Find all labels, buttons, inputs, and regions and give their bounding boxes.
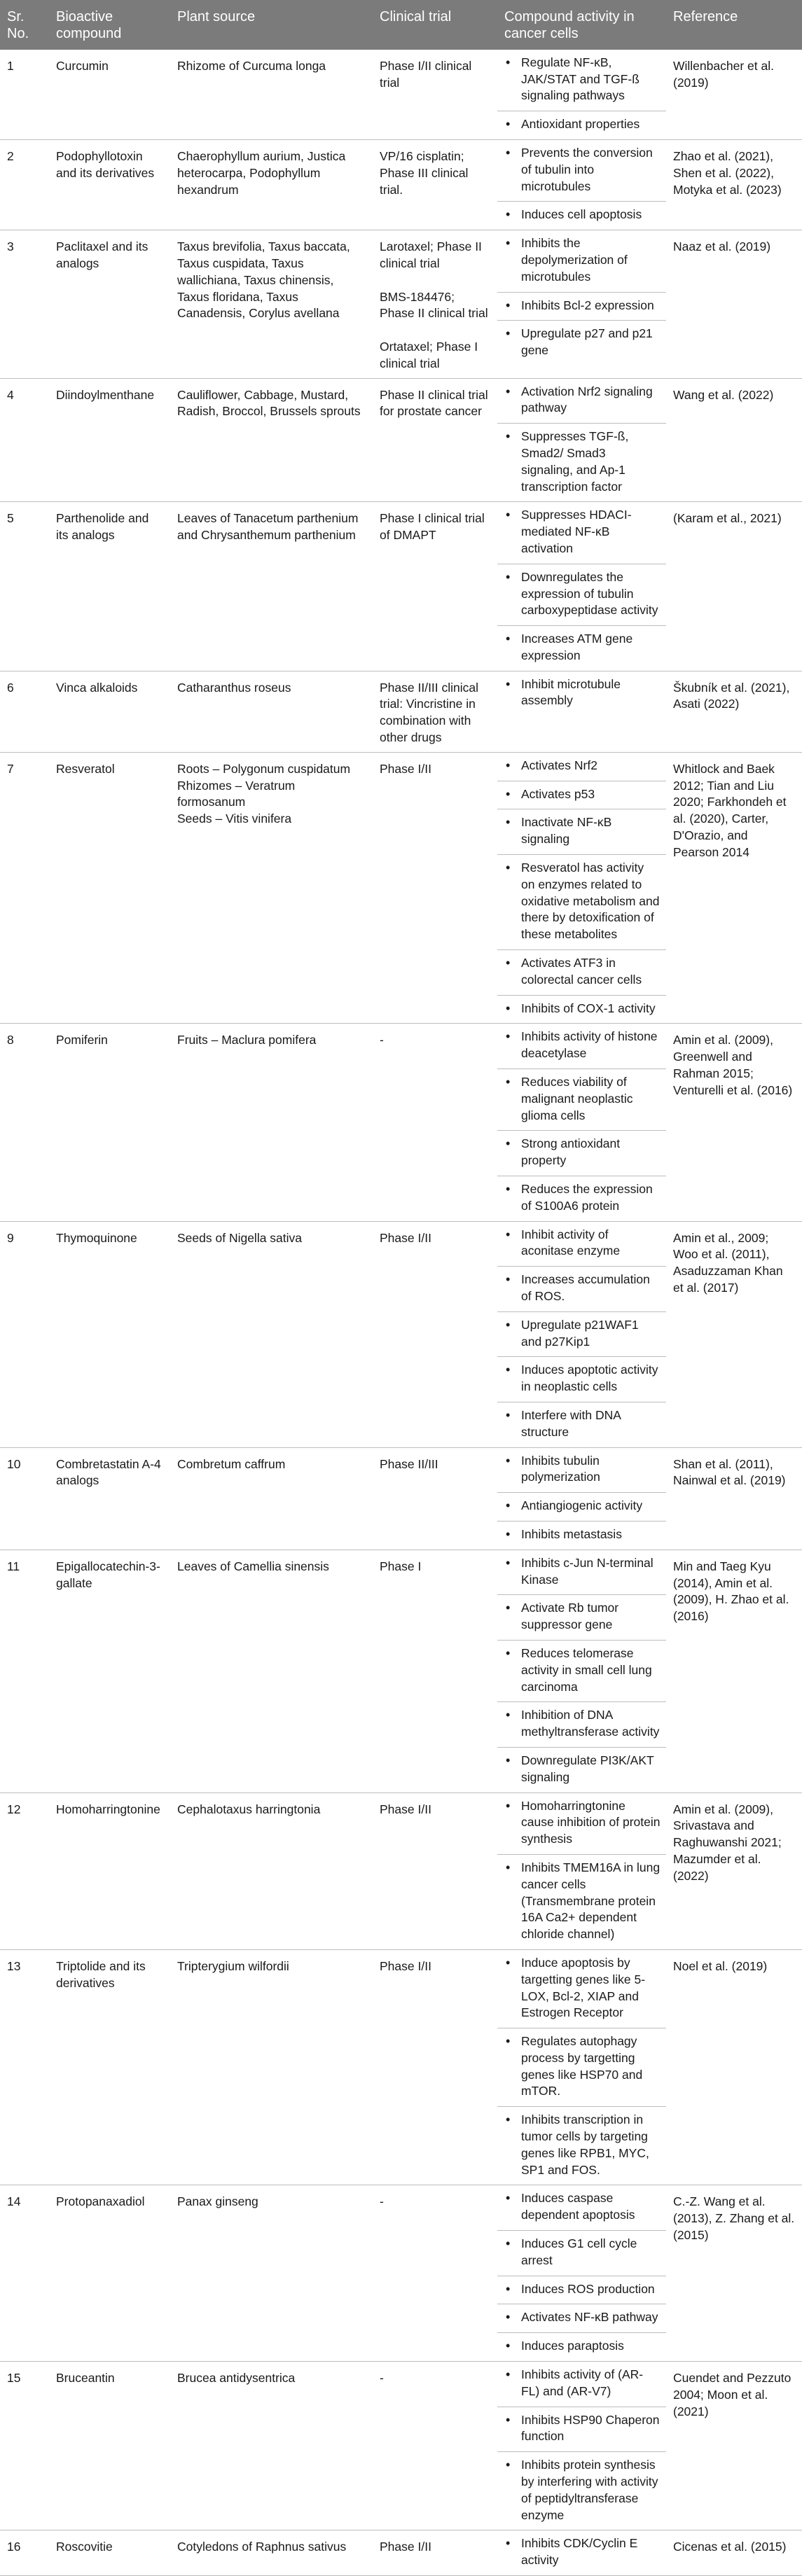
cell-activity bbox=[497, 752, 666, 1024]
cell-activity bbox=[497, 1447, 666, 1550]
cell-reference: Amin et al. (2009), Srivastava and Raghuwanshi 2021; Mazumder et al. (2022) bbox=[666, 1792, 802, 1949]
activity-item: • Homoharringtonine cause inhibition of protein synthesis bbox=[497, 1793, 666, 1855]
cell-activity bbox=[497, 1550, 666, 1792]
cell-sr-no: 9 bbox=[0, 1221, 49, 1447]
cell-sr-no: 6 bbox=[0, 671, 49, 752]
cell-sr-no: 15 bbox=[0, 2362, 49, 2530]
table-row bbox=[0, 1221, 802, 1447]
cell-plant-source: Fruits – Maclura pomifera bbox=[170, 1024, 373, 1221]
activity-list bbox=[497, 230, 666, 365]
cell-reference: Zhao et al. (2021), Shen et al. (2022), Motyka et al. (2023) bbox=[666, 139, 802, 230]
cell-reference: C.-Z. Wang et al. (2013), Z. Zhang et al. (2015) bbox=[666, 2185, 802, 2362]
cell-plant-source: Cotyledons of Raphnus sativus bbox=[170, 2530, 373, 2576]
activity-item: • Prevents the conversion of tubulin into microtubules bbox=[497, 140, 666, 202]
activity-list bbox=[497, 1448, 666, 1550]
cell-plant-source: Taxus brevifolia, Taxus baccata, Taxus cuspidata, Taxus wallichiana, Taxus chinensis, Taxus floridana, Taxus Canadensis, Corylus avellana bbox=[170, 230, 373, 378]
activity-item: • Inhibits the depolymerization of microtubules bbox=[497, 230, 666, 292]
cell-sr-no: 14 bbox=[0, 2185, 49, 2362]
activity-item: • Induces ROS production bbox=[497, 2276, 666, 2305]
table-row bbox=[0, 1024, 802, 1221]
cell-clinical-trial: Phase II/III bbox=[373, 1447, 497, 1550]
cell-compound: Triptolide and its derivatives bbox=[49, 1949, 170, 2185]
activity-list bbox=[497, 2185, 666, 2361]
activity-item: • Inhibits activity of histone deacetylase bbox=[497, 1024, 666, 1069]
cell-clinical-trial: - bbox=[373, 1024, 497, 1221]
activity-item: • Inhibits transcription in tumor cells by targeting genes like RPB1, MYC, SP1 and FOS. bbox=[497, 2107, 666, 2185]
header-sr-no: Sr. No. bbox=[0, 0, 49, 50]
cell-plant-source: Tripterygium wilfordii bbox=[170, 1949, 373, 2185]
activity-item: • Inhibits CDK/Cyclin E activity bbox=[497, 2530, 666, 2575]
cell-sr-no: 5 bbox=[0, 502, 49, 671]
cell-clinical-trial: Phase I/II clinical trial bbox=[373, 50, 497, 140]
cell-activity bbox=[497, 2530, 666, 2576]
cell-plant-source: Panax ginseng bbox=[170, 2185, 373, 2362]
activity-item: • Inhibit microtubule assembly bbox=[497, 671, 666, 716]
cell-activity bbox=[497, 1221, 666, 1447]
cell-sr-no: 7 bbox=[0, 752, 49, 1024]
cell-reference: (Karam et al., 2021) bbox=[666, 502, 802, 671]
cell-sr-no: 2 bbox=[0, 139, 49, 230]
header-compound: Bioactive compound bbox=[49, 0, 170, 50]
cell-compound: Protopanaxadiol bbox=[49, 2185, 170, 2362]
activity-item: • Inhibit activity of aconitase enzyme bbox=[497, 1222, 666, 1267]
cell-clinical-trial: Phase I/II bbox=[373, 752, 497, 1024]
activity-list bbox=[497, 671, 666, 716]
cell-plant-source: Leaves of Camellia sinensis bbox=[170, 1550, 373, 1792]
cell-reference: Shan et al. (2011), Nainwal et al. (2019) bbox=[666, 1447, 802, 1550]
cell-plant-source: Rhizome of Curcuma longa bbox=[170, 50, 373, 140]
table-row bbox=[0, 502, 802, 671]
cell-compound: Paclitaxel and its analogs bbox=[49, 230, 170, 378]
cell-compound: Resveratol bbox=[49, 752, 170, 1024]
cell-reference: Cuendet and Pezzuto 2004; Moon et al. (2021) bbox=[666, 2362, 802, 2530]
table-row bbox=[0, 230, 802, 378]
activity-item: • Activation Nrf2 signaling pathway bbox=[497, 379, 666, 424]
activity-item: • Suppresses HDACI-mediated NF-κB activation bbox=[497, 502, 666, 564]
activity-list bbox=[497, 1550, 666, 1792]
cell-clinical-trial: VP/16 cisplatin; Phase III clinical trial. bbox=[373, 139, 497, 230]
cell-plant-source: Brucea antidysentrica bbox=[170, 2362, 373, 2530]
activity-item: • Induces cell apoptosis bbox=[497, 202, 666, 230]
table-row bbox=[0, 1447, 802, 1550]
activity-item: • Activates Nrf2 bbox=[497, 753, 666, 781]
cell-activity bbox=[497, 1949, 666, 2185]
activity-list bbox=[497, 753, 666, 1024]
cell-clinical-trial: Phase II/III clinical trial: Vincristine in combination with other drugs bbox=[373, 671, 497, 752]
table-row bbox=[0, 752, 802, 1024]
cell-reference: Amin et al. (2009), Greenwell and Rahman 2015; Venturelli et al. (2016) bbox=[666, 1024, 802, 1221]
activity-item: • Inhibits of COX-1 activity bbox=[497, 996, 666, 1024]
activity-item: • Suppresses TGF-ß, Smad2/ Smad3 signaling, and Ap-1 transcription factor bbox=[497, 424, 666, 501]
cell-compound: Podophyllotoxin and its derivatives bbox=[49, 139, 170, 230]
activity-item: • Inhibits Bcl-2 expression bbox=[497, 293, 666, 321]
cell-reference: Min and Taeg Kyu (2014), Amin et al. (2009), H. Zhao et al. (2016) bbox=[666, 1550, 802, 1792]
cell-clinical-trial: Phase I/II bbox=[373, 1949, 497, 2185]
table-row bbox=[0, 139, 802, 230]
activity-list bbox=[497, 2362, 666, 2530]
activity-list bbox=[497, 1222, 666, 1447]
activity-list bbox=[497, 379, 666, 502]
cell-sr-no: 8 bbox=[0, 1024, 49, 1221]
header-reference: Reference bbox=[666, 0, 802, 50]
cell-sr-no: 10 bbox=[0, 1447, 49, 1550]
table-row bbox=[0, 1949, 802, 2185]
activity-item: • Inhibits metastasis bbox=[497, 1522, 666, 1550]
cell-clinical-trial: - bbox=[373, 2362, 497, 2530]
cell-compound: Diindoylmenthane bbox=[49, 378, 170, 502]
cell-reference: Wang et al. (2022) bbox=[666, 378, 802, 502]
cell-reference: Whitlock and Baek 2012; Tian and Liu 2020; Farkhondeh et al. (2020), Carter, D'Orazio, and Pearson 2014 bbox=[666, 752, 802, 1024]
cell-sr-no: 11 bbox=[0, 1550, 49, 1792]
table-row bbox=[0, 2530, 802, 2576]
cell-sr-no: 1 bbox=[0, 50, 49, 140]
cell-activity bbox=[497, 502, 666, 671]
cell-clinical-trial: - bbox=[373, 2185, 497, 2362]
table-row bbox=[0, 50, 802, 140]
activity-item: • Inhibits c-Jun N-terminal Kinase bbox=[497, 1550, 666, 1596]
activity-item: • Induce apoptosis by targetting genes like 5-LOX, Bcl-2, XIAP and Estrogen Receptor bbox=[497, 1950, 666, 2028]
cell-activity bbox=[497, 2185, 666, 2362]
cell-compound: Combretastatin A-4 analogs bbox=[49, 1447, 170, 1550]
activity-item: • Inhibits activity of (AR-FL) and (AR-V7) bbox=[497, 2362, 666, 2407]
cell-activity bbox=[497, 671, 666, 752]
activity-item: • Increases ATM gene expression bbox=[497, 626, 666, 671]
activity-list bbox=[497, 140, 666, 230]
cell-compound: Pomiferin bbox=[49, 1024, 170, 1221]
cell-clinical-trial: Phase I/II bbox=[373, 1792, 497, 1949]
cell-plant-source: Leaves of Tanacetum parthenium and Chrysanthemum parthenium bbox=[170, 502, 373, 671]
activity-item: • Induces apoptotic activity in neoplastic cells bbox=[497, 1357, 666, 1402]
cell-sr-no: 16 bbox=[0, 2530, 49, 2576]
table-row bbox=[0, 1550, 802, 1792]
cell-sr-no: 13 bbox=[0, 1949, 49, 2185]
activity-item: • Upregulate p21WAF1 and p27Kip1 bbox=[497, 1312, 666, 1358]
cell-compound: Parthenolide and its analogs bbox=[49, 502, 170, 671]
activity-item: • Downregulates the expression of tubulin carboxypeptidase activity bbox=[497, 564, 666, 626]
activity-item: • Inhibits TMEM16A in lung cancer cells (Transmembrane protein 16A Ca2+ dependent chloride channel) bbox=[497, 1855, 666, 1949]
cell-activity bbox=[497, 230, 666, 378]
cell-sr-no: 12 bbox=[0, 1792, 49, 1949]
cell-reference: Škubník et al. (2021), Asati (2022) bbox=[666, 671, 802, 752]
cell-activity bbox=[497, 50, 666, 140]
activity-item: • Activates NF-κB pathway bbox=[497, 2304, 666, 2333]
cell-activity bbox=[497, 1024, 666, 1221]
activity-item: • Reduces telomerase activity in small cell lung carcinoma bbox=[497, 1641, 666, 1702]
cell-reference: Naaz et al. (2019) bbox=[666, 230, 802, 378]
table-row bbox=[0, 2185, 802, 2362]
activity-item: • Upregulate p27 and p21 gene bbox=[497, 321, 666, 365]
cell-clinical-trial: Phase I/II bbox=[373, 1221, 497, 1447]
cell-reference: Amin et al., 2009; Woo et al. (2011), Asaduzzaman Khan et al. (2017) bbox=[666, 1221, 802, 1447]
table-body bbox=[0, 50, 802, 2576]
activity-item: • Increases accumulation of ROS. bbox=[497, 1267, 666, 1312]
activity-item: • Inhibits tubulin polymerization bbox=[497, 1448, 666, 1494]
table-row bbox=[0, 378, 802, 502]
cell-compound: Bruceantin bbox=[49, 2362, 170, 2530]
table-header bbox=[0, 0, 802, 50]
cell-compound: Epigallocatechin-3-gallate bbox=[49, 1550, 170, 1792]
cell-clinical-trial: Larotaxel; Phase II clinical trial BMS-184476; Phase II clinical trial Ortataxel; Phase I clinical trial bbox=[373, 230, 497, 378]
activity-list bbox=[497, 1024, 666, 1220]
cell-plant-source: Seeds of Nigella sativa bbox=[170, 1221, 373, 1447]
activity-item: • Antioxidant properties bbox=[497, 111, 666, 139]
activity-item: • Regulates autophagy process by targetting genes like HSP70 and mTOR. bbox=[497, 2028, 666, 2107]
cell-clinical-trial: Phase I/II bbox=[373, 2530, 497, 2576]
cell-compound: Thymoquinone bbox=[49, 1221, 170, 1447]
cell-plant-source: Cauliflower, Cabbage, Mustard, Radish, Broccol, Brussels sprouts bbox=[170, 378, 373, 502]
activity-item: • Activates ATF3 in colorectal cancer cells bbox=[497, 950, 666, 996]
cell-plant-source: Roots – Polygonum cuspidatum Rhizomes – Veratrum formosanum Seeds – Vitis vinifera bbox=[170, 752, 373, 1024]
cell-sr-no: 3 bbox=[0, 230, 49, 378]
cell-plant-source: Combretum caffrum bbox=[170, 1447, 373, 1550]
activity-item: • Activates p53 bbox=[497, 781, 666, 810]
activity-item: • Interfere with DNA structure bbox=[497, 1402, 666, 1447]
activity-item: • Activate Rb tumor suppressor gene bbox=[497, 1595, 666, 1641]
activity-item: • Inhibits HSP90 Chaperon function bbox=[497, 2407, 666, 2453]
table-row bbox=[0, 1792, 802, 1949]
activity-list bbox=[497, 1793, 666, 1949]
cell-clinical-trial: Phase II clinical trial for prostate cancer bbox=[373, 378, 497, 502]
activity-list bbox=[497, 2530, 666, 2575]
cell-activity bbox=[497, 139, 666, 230]
header-row bbox=[0, 0, 802, 50]
cell-activity bbox=[497, 378, 666, 502]
activity-item: • Regulate NF-κB, JAK/STAT and TGF-ß signaling pathways bbox=[497, 50, 666, 111]
activity-list bbox=[497, 502, 666, 670]
cell-sr-no: 4 bbox=[0, 378, 49, 502]
activity-item: • Reduces the expression of S100A6 protein bbox=[497, 1176, 666, 1221]
table-row bbox=[0, 2362, 802, 2530]
cell-compound: Curcumin bbox=[49, 50, 170, 140]
cell-plant-source: Cephalotaxus harringtonia bbox=[170, 1792, 373, 1949]
activity-item: • Inhibition of DNA methyltransferase activity bbox=[497, 1702, 666, 1748]
cell-reference: Noel et al. (2019) bbox=[666, 1949, 802, 2185]
cell-plant-source: Chaerophyllum aurium, Justica heterocarpa, Podophyllum hexandrum bbox=[170, 139, 373, 230]
activity-list bbox=[497, 1950, 666, 2185]
cell-reference: Cicenas et al. (2015) bbox=[666, 2530, 802, 2576]
header-activity: Compound activity in cancer cells bbox=[497, 0, 666, 50]
header-plant-source: Plant source bbox=[170, 0, 373, 50]
cell-plant-source: Catharanthus roseus bbox=[170, 671, 373, 752]
activity-item: • Resveratol has activity on enzymes related to oxidative metabolism and there by detoxification of these metabolites bbox=[497, 855, 666, 950]
activity-item: • Induces paraptosis bbox=[497, 2333, 666, 2361]
activity-item: • Strong antioxidant property bbox=[497, 1131, 666, 1176]
activity-item: • Reduces viability of malignant neoplastic glioma cells bbox=[497, 1069, 666, 1131]
cell-activity bbox=[497, 2362, 666, 2530]
cell-clinical-trial: Phase I clinical trial of DMAPT bbox=[373, 502, 497, 671]
cell-compound: Roscovitie bbox=[49, 2530, 170, 2576]
activity-item: • Antiangiogenic activity bbox=[497, 1493, 666, 1522]
activity-list bbox=[497, 50, 666, 139]
table-row bbox=[0, 671, 802, 752]
activity-item: • Downregulate PI3K/AKT signaling bbox=[497, 1748, 666, 1792]
cell-activity bbox=[497, 1792, 666, 1949]
activity-item: • Inhibits protein synthesis by interfering with activity of peptidyltransferase enzyme bbox=[497, 2452, 666, 2530]
cell-compound: Vinca alkaloids bbox=[49, 671, 170, 752]
cell-clinical-trial: Phase I bbox=[373, 1550, 497, 1792]
activity-item: • Inactivate NF-κB signaling bbox=[497, 809, 666, 855]
activity-item: • Induces G1 cell cycle arrest bbox=[497, 2231, 666, 2276]
cell-reference: Willenbacher et al. (2019) bbox=[666, 50, 802, 140]
cell-compound: Homoharringtonine bbox=[49, 1792, 170, 1949]
activity-item: • Induces caspase dependent apoptosis bbox=[497, 2185, 666, 2231]
header-clinical-trial: Clinical trial bbox=[373, 0, 497, 50]
